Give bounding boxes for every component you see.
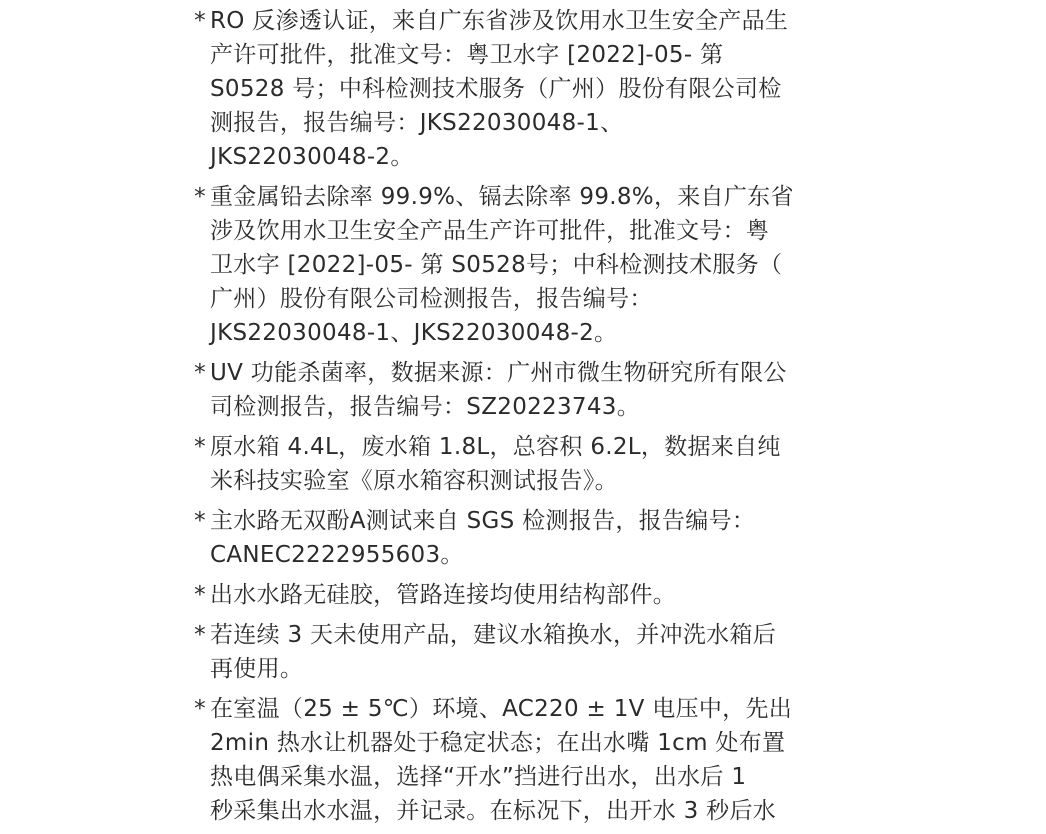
asterisk-marker: * — [194, 360, 206, 386]
footnote-line: 测报告，报告编号：JKS22030048-1、 — [210, 110, 624, 136]
footnote-item — [192, 180, 842, 350]
footnote-line: 重金属铅去除率 99.9%、镉去除率 99.8%，来自广东省 — [210, 184, 794, 210]
footnote-item — [192, 618, 842, 686]
asterisk-marker: * — [194, 434, 206, 460]
footnote-item — [192, 4, 842, 174]
footnote-item — [192, 692, 842, 828]
footnote-line: 热电偶采集水温，选择“开水”挡进行出水，出水后 1 — [210, 764, 747, 790]
footnote-line: 广州）股份有限公司检测报告，报告编号： — [210, 286, 653, 312]
asterisk-marker: * — [194, 8, 206, 34]
footnote-line: 若连续 3 天未使用产品，建议水箱换水，并冲洗水箱后 — [210, 622, 777, 648]
footnote-line: JKS22030048-2。 — [210, 144, 414, 170]
footnote-line: JKS22030048-1、JKS22030048-2。 — [210, 320, 618, 346]
footnote-line: 再使用。 — [210, 656, 304, 682]
asterisk-marker: * — [194, 184, 206, 210]
footnote-line: 秒采集出水水温，并记录。在标况下，出开水 3 秒后水 — [210, 798, 777, 824]
footnote-list — [192, 4, 842, 834]
footnote-line: 涉及饮用水卫生安全产品生产许可批件，批准文号：粤 — [210, 218, 770, 244]
asterisk-marker: * — [194, 696, 206, 722]
footnote-line: 在室温（25 ± 5℃）环境、AC220 ± 1V 电压中，先出 — [210, 696, 793, 722]
footnote-line: 主水路无双酚A测试来自 SGS 检测报告，报告编号： — [210, 508, 756, 534]
footnote-line: 原水箱 4.4L，废水箱 1.8L，总容积 6.2L，数据来自纯 — [210, 434, 781, 460]
footnote-line: 卫水字 [2022]-05- 第 S0528号；中科检测技术服务（ — [210, 252, 783, 278]
footnote-item — [192, 430, 842, 498]
footnote-item — [192, 578, 842, 612]
asterisk-marker: * — [194, 582, 206, 608]
footnote-line: RO 反渗透认证，来自广东省涉及饮用水卫生安全产品生 — [210, 8, 789, 34]
footnote-line: 米科技实验室《原水箱容积测试报告》。 — [210, 468, 618, 494]
footnote-line: S0528 号；中科检测技术服务（广州）股份有限公司检 — [210, 76, 782, 102]
footnote-line: 产许可批件，批准文号：粤卫水字 [2022]-05- 第 — [210, 42, 724, 68]
asterisk-marker: * — [194, 622, 206, 648]
footnote-item — [192, 356, 842, 424]
footnote-line: 2min 热水让机器处于稳定状态；在出水嘴 1cm 处布置 — [210, 730, 786, 756]
footnote-line: CANEC2222955603。 — [210, 542, 464, 568]
footnote-item — [192, 504, 842, 572]
footnote-line: 司检测报告，报告编号：SZ20223743。 — [210, 394, 641, 420]
asterisk-marker: * — [194, 508, 206, 534]
footnote-line: 出水水路无硅胶，管路连接均使用结构部件。 — [210, 582, 676, 608]
footnote-line: UV 功能杀菌率，数据来源：广州市微生物研究所有限公 — [210, 360, 787, 386]
